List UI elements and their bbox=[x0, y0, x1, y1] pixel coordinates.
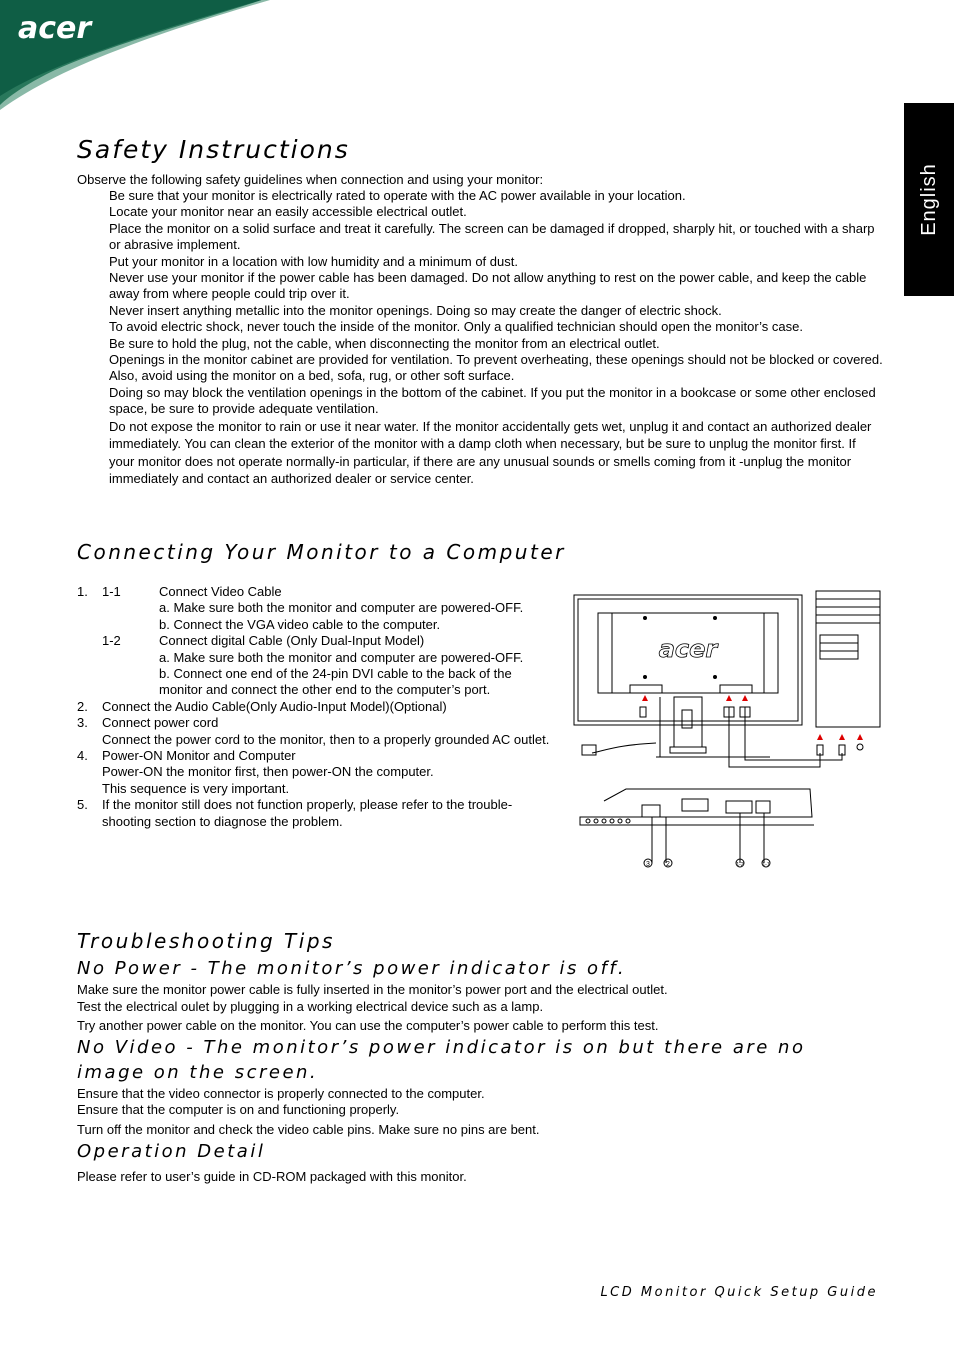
step-number: 4. bbox=[77, 748, 88, 764]
step-text: a. Make sure both the monitor and computer are powered-OFF. bbox=[159, 600, 524, 616]
safety-item: Do not expose the monitor to rain or use it near water. If the monitor accidentally gets wet, unplug it and contact an authorized dealer immediately. You can clean the exterior of the monitor with a damp cloth when necessary, but be sure to unplug the monitor first. If your monitor does not operate normally-in particular, if there are any unusual sounds or smells coming from it -unplug the monitor immediately and contact an authorized dealer or service center. bbox=[109, 418, 872, 487]
step-row bbox=[77, 748, 557, 764]
language-tab-label: English bbox=[917, 163, 940, 236]
step-sub: 1-2 bbox=[102, 633, 121, 649]
step-text: Connect power cord bbox=[102, 715, 219, 731]
operation-line: Please refer to user’s guide in CD-ROM packaged with this monitor. bbox=[77, 1169, 467, 1184]
step-row bbox=[77, 732, 557, 748]
safety-item: Put your monitor in a location with low humidity and a minimum of dust. bbox=[109, 253, 518, 269]
operation-heading: Operation Detail bbox=[77, 1141, 266, 1162]
safety-item: Place the monitor on a solid surface and treat it carefully. The screen can be damaged if dropped, sharply hit, or touched with a sharp or abrasive implement. bbox=[109, 220, 875, 253]
step-row bbox=[77, 666, 557, 699]
step-text: This sequence is very important. bbox=[102, 780, 290, 796]
step-text: b. Connect one end of the 24-pin DVI cable to the back of the monitor and connect the other end to the computer’s port. bbox=[159, 666, 512, 698]
safety-item: Never insert anything metallic into the monitor openings. Doing so may create the danger of electric shock. bbox=[109, 302, 722, 318]
step-text: Connect the power cord to the monitor, then to a properly grounded AC outlet. bbox=[102, 731, 550, 747]
step-number: 2. bbox=[77, 698, 88, 714]
red-arrow-icons bbox=[642, 695, 863, 740]
safety-item: Be sure that your monitor is electrically rated to operate with the AC power available in your location. bbox=[109, 188, 686, 203]
safety-item: Be sure to hold the plug, not the cable, when disconnecting the monitor from an electrical outlet. bbox=[109, 335, 660, 351]
no-power-heading: No Power - The monitor’s power indicator is off. bbox=[77, 958, 627, 979]
safety-list bbox=[109, 188, 883, 488]
no-video-line: Ensure that the video connector is properly connected to the computer. bbox=[77, 1086, 485, 1101]
no-video-heading: No Video - The monitor’s power indicator is on but there are no image on the screen. bbox=[77, 1037, 806, 1083]
safety-item: Never use your monitor if the power cable has been damaged. Do not allow anything to rest on the power cable, and keep the cable away from where people could trip over it. bbox=[109, 270, 867, 302]
safety-item: Locate your monitor near an easily accessible electrical outlet. bbox=[109, 204, 467, 220]
footer-title: LCD Monitor Quick Setup Guide bbox=[600, 1285, 878, 1300]
connection-diagram bbox=[570, 585, 890, 875]
monitor-bottom-panel bbox=[580, 789, 814, 825]
safety-intro: Observe the following safety guidelines when connection and using your monitor: bbox=[77, 172, 544, 187]
callout-label: 1-1 bbox=[762, 862, 770, 868]
step-row bbox=[77, 600, 557, 616]
no-power-line: Test the electrical oulet by plugging in a working electrical device such as a lamp. bbox=[77, 999, 544, 1014]
step-row bbox=[77, 650, 557, 666]
callout-label: 3 bbox=[646, 861, 650, 868]
connecting-title: Connecting Your Monitor to a Computer bbox=[77, 540, 566, 564]
step-text: Connect digital Cable (Only Dual-Input Model) bbox=[159, 633, 425, 649]
step-text: Connect the Audio Cable(Only Audio-Input Model)(Optional) bbox=[102, 698, 447, 714]
step-text: Connect Video Cable bbox=[159, 584, 282, 599]
no-video-line: Turn off the monitor and check the video cable pins. Make sure no pins are bent. bbox=[77, 1122, 540, 1137]
step-sub: 1-1 bbox=[102, 584, 121, 599]
troubleshooting-title: Troubleshooting Tips bbox=[77, 929, 335, 953]
acer-logo: acer bbox=[18, 11, 92, 46]
step-row bbox=[77, 797, 557, 830]
step-row bbox=[77, 715, 557, 731]
callout-label: 2 bbox=[666, 861, 670, 868]
step-number: 5. bbox=[77, 797, 88, 813]
step-number: 1. bbox=[77, 584, 88, 599]
step-row bbox=[77, 584, 557, 600]
safety-title: Safety Instructions bbox=[77, 135, 350, 164]
no-power-line: Make sure the monitor power cable is fully inserted in the monitor’s power port and the electrical outlet. bbox=[77, 982, 668, 997]
safety-item: Doing so may block the ventilation openings in the bottom of the cabinet. If you put the monitor in a bookcase or some other enclosed space, be sure to provide adequate ventilation. bbox=[109, 384, 876, 417]
step-text: a. Make sure both the monitor and computer are powered-OFF. bbox=[159, 649, 524, 665]
header-swoosh bbox=[0, 0, 954, 120]
step-text: If the monitor still does not function properly, please refer to the trouble-shooting section to diagnose the problem. bbox=[102, 797, 513, 829]
step-text: b. Connect the VGA video cable to the computer. bbox=[159, 616, 441, 632]
step-text: Power-ON the monitor first, then power-ON the computer. bbox=[102, 764, 434, 780]
no-video-line: Ensure that the computer is on and functioning properly. bbox=[77, 1102, 400, 1117]
callout-label: 1-2 bbox=[736, 862, 744, 868]
step-row bbox=[77, 699, 557, 715]
safety-item: To avoid electric shock, never touch the inside of the monitor. Only a qualified technician should open the monitor’s case. bbox=[109, 319, 803, 335]
no-power-line: Try another power cable on the monitor. You can use the computer’s power cable to perform this test. bbox=[77, 1018, 659, 1033]
language-tab bbox=[904, 103, 954, 296]
step-row bbox=[77, 764, 557, 780]
step-row bbox=[77, 781, 557, 797]
monitor-stand bbox=[674, 697, 702, 747]
connecting-steps bbox=[77, 584, 557, 830]
step-text: Power-ON Monitor and Computer bbox=[102, 748, 296, 764]
step-row bbox=[77, 633, 557, 649]
monitor-logo: acer bbox=[658, 635, 718, 663]
safety-item: Openings in the monitor cabinet are provided for ventilation. To prevent overheating, these openings should not be blocked or covered. Also, avoid using the monitor on a bed, sofa, rug, or other soft surface. bbox=[109, 352, 883, 384]
step-number: 3. bbox=[77, 715, 88, 731]
step-row bbox=[77, 617, 557, 633]
